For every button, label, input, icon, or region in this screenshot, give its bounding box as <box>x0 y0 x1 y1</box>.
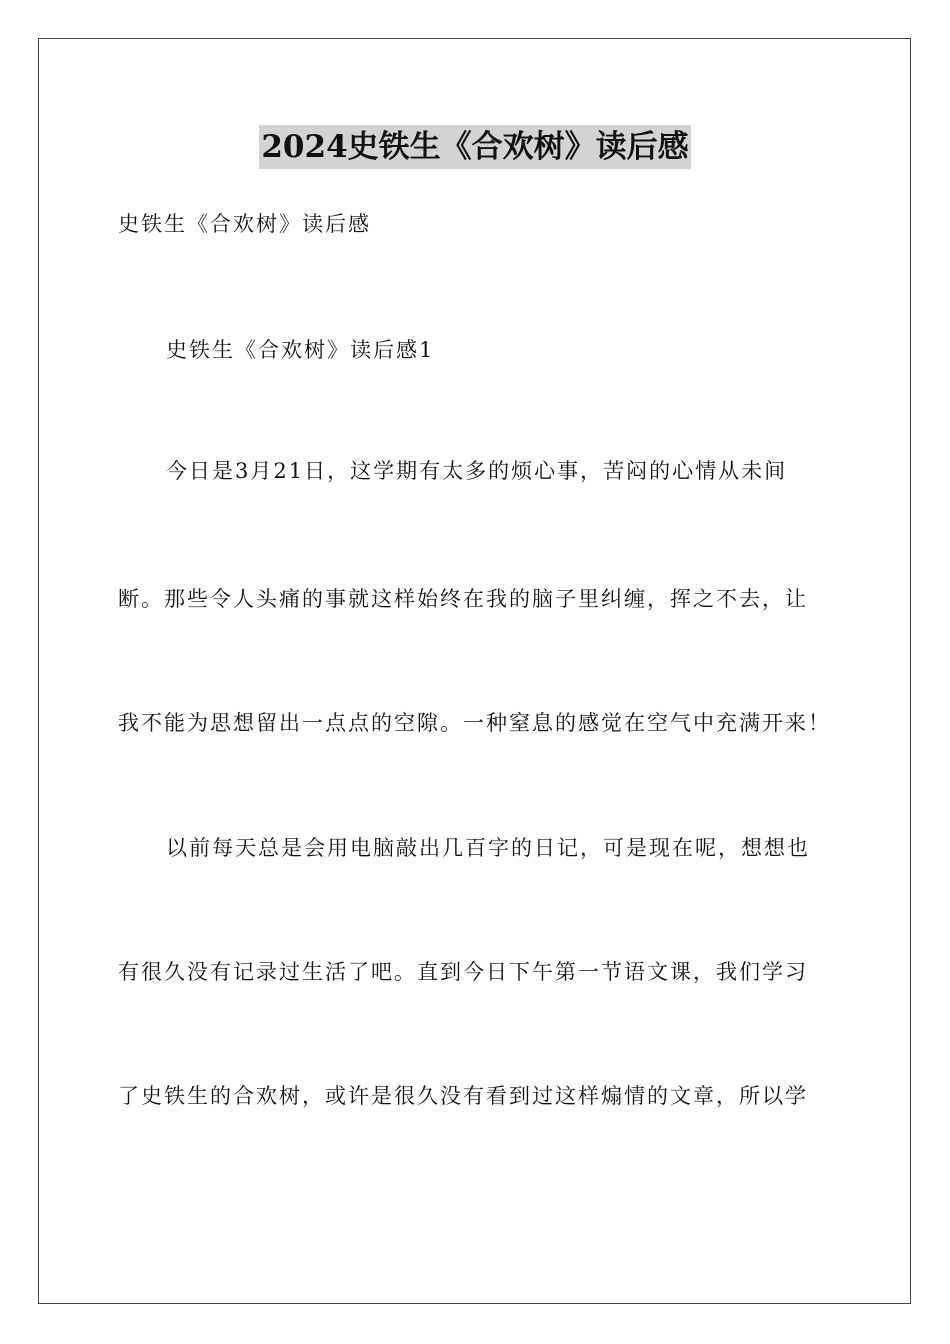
paragraph-line: 我不能为思想留出一点点的空隙。一种窒息的感觉在空气中充满开来！ <box>118 711 831 735</box>
document-subtitle: 史铁生《合欢树》读后感 <box>118 212 371 236</box>
paragraph-line: 以前每天总是会用电脑敲出几百字的日记，可是现在呢，想想也 <box>166 836 810 860</box>
paragraph-line: 了史铁生的合欢树，或许是很久没有看到过这样煽情的文章，所以学 <box>118 1084 808 1108</box>
document-title: 2024史铁生《合欢树》读后感 <box>259 125 690 169</box>
title-container <box>0 125 950 169</box>
paragraph-line: 有很久没有记录过生活了吧。直到今日下午第一节语文课，我们学习 <box>118 960 808 984</box>
paragraph-line: 今日是3月21日，这学期有太多的烦心事，苦闷的心情从未间 <box>166 459 788 483</box>
section-heading: 史铁生《合欢树》读后感1 <box>166 338 435 362</box>
paragraph-line: 断。那些令人头痛的事就这样始终在我的脑子里纠缠，挥之不去，让 <box>118 587 808 611</box>
